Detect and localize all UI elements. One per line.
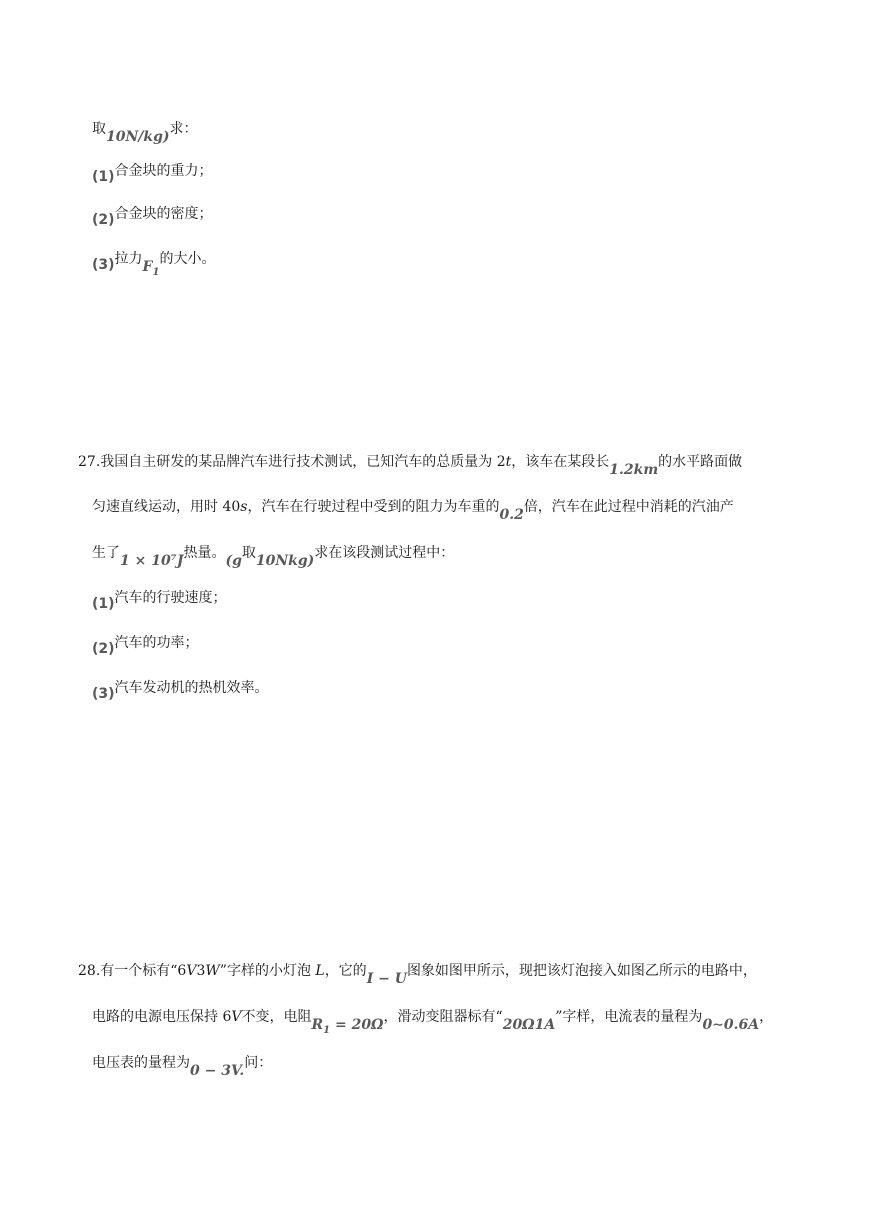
- q27-l1-text-a: 27.我国自主研发的某品牌汽车进行技术测试，已知汽车的总质量为 2: [78, 454, 506, 470]
- q28-l1-text-a: 28.有一个标有“6: [78, 963, 187, 979]
- q26-item-3-pre: 拉力: [114, 251, 143, 267]
- q27-item-3-text: 汽车发动机的热机效率。: [114, 680, 269, 696]
- q28-l2-unit-v: V: [231, 1009, 242, 1025]
- q26-item-3-math: $F_1$: [142, 259, 160, 278]
- q27-item-2-number: (2): [92, 641, 115, 657]
- q27-item-2-text: 汽车的功率；: [114, 635, 199, 651]
- q26-item-3-number: (3): [92, 257, 115, 273]
- q26-item-1-number: (1): [92, 169, 115, 185]
- q26-intro-pre: 取: [92, 121, 106, 137]
- q28-l2-text-d: ”字样，电流表的量程为: [555, 1009, 703, 1025]
- q28-l1-text-b: 3: [196, 963, 206, 979]
- q27-l2-text-a: 匀速直线运动，用时 40: [92, 499, 241, 515]
- q27-l1-text-c: 的水平路面做: [658, 454, 743, 470]
- q27-l3-text-take: 取: [241, 545, 256, 561]
- q27-l3-text-a: 生了: [92, 545, 120, 561]
- q27-l2-text-b: ，汽车在行驶过程中受到的阻力为车重的: [247, 499, 500, 515]
- q28-line-3: [92, 1052, 273, 1079]
- q28-l2-math-r1: $R_1 = 20\Omega$: [311, 1017, 384, 1036]
- q28-l1-unit-v: V: [186, 963, 197, 979]
- q26-intro-math: 10N/kg): [106, 129, 170, 145]
- q28-l1-text-c: ”字样的小灯泡: [219, 963, 316, 979]
- q27-l3-math-energy: 1 × 10⁷J: [120, 553, 184, 569]
- q27-item-3: [92, 677, 269, 702]
- q28-l2-math-ammeter: 0∼0.6A: [702, 1017, 760, 1033]
- q28-l2-math-rheostat: 20Ω1A: [502, 1017, 556, 1033]
- q28-l1-text-d: ，它的: [324, 963, 367, 979]
- q27-l2-unit: s: [240, 499, 248, 515]
- q27-l1-unit: t: [505, 454, 512, 470]
- q26-item-2: [92, 203, 213, 228]
- q28-l2-text-b: 不变，电阻: [241, 1009, 312, 1025]
- q28-l3-text-b: 问：: [244, 1055, 273, 1071]
- q28-l1-text-e: 图象如图甲所示，现把该灯泡接入如图乙所示的电路中，: [406, 963, 757, 979]
- q28-line-1: [78, 960, 757, 987]
- q28-l1-math: I − U: [366, 971, 407, 987]
- q27-l1-text-b: ，该车在某段长: [511, 454, 610, 470]
- q27-line-1: [78, 451, 743, 478]
- q27-item-1-number: (1): [92, 596, 115, 612]
- q28-l2-text-a: 电路的电源电压保持 6: [92, 1009, 232, 1025]
- q28-l1-unit-w: W: [205, 963, 220, 979]
- q27-l3-text-b: 热量。: [183, 545, 226, 561]
- q27-line-2: [92, 496, 734, 523]
- q26-item-3: [92, 248, 215, 276]
- q28-l2-text-c: ，滑动变阻器标有“: [383, 1009, 503, 1025]
- q26-intro-line: [92, 118, 198, 145]
- q27-l2-math: 0.2: [499, 507, 524, 523]
- q26-item-2-number: (2): [92, 212, 115, 228]
- q27-item-3-number: (3): [92, 686, 115, 702]
- q27-l3-text-c: 求在该段测试过程中：: [314, 545, 455, 561]
- q28-line-2: [92, 1006, 773, 1034]
- q27-item-1-text: 汽车的行驶速度；: [114, 590, 227, 606]
- q27-l3-math-g: (g: [225, 553, 242, 569]
- q27-l1-math: 1.2km: [609, 462, 659, 478]
- q28-l3-text-a: 电压表的量程为: [92, 1055, 190, 1071]
- q26-item-3-post: 的大小。: [159, 251, 216, 267]
- q27-l2-text-c: 倍，汽车在此过程中消耗的汽油产: [523, 499, 734, 515]
- q28-l1-lamp-symbol: L: [315, 963, 325, 979]
- q27-item-2: [92, 632, 199, 657]
- q26-intro-post: 求：: [169, 121, 198, 137]
- q27-line-3: [92, 542, 455, 569]
- q26-item-2-text: 合金块的密度；: [114, 206, 213, 222]
- q27-l3-math-gval: 10Nkg): [255, 553, 315, 569]
- q28-l2-text-e: ，: [759, 1009, 774, 1025]
- q27-item-1: [92, 587, 227, 612]
- q26-item-1: [92, 160, 213, 185]
- q26-item-1-text: 合金块的重力；: [114, 163, 213, 179]
- q28-l3-math-voltmeter: 0 − 3V.: [190, 1063, 245, 1079]
